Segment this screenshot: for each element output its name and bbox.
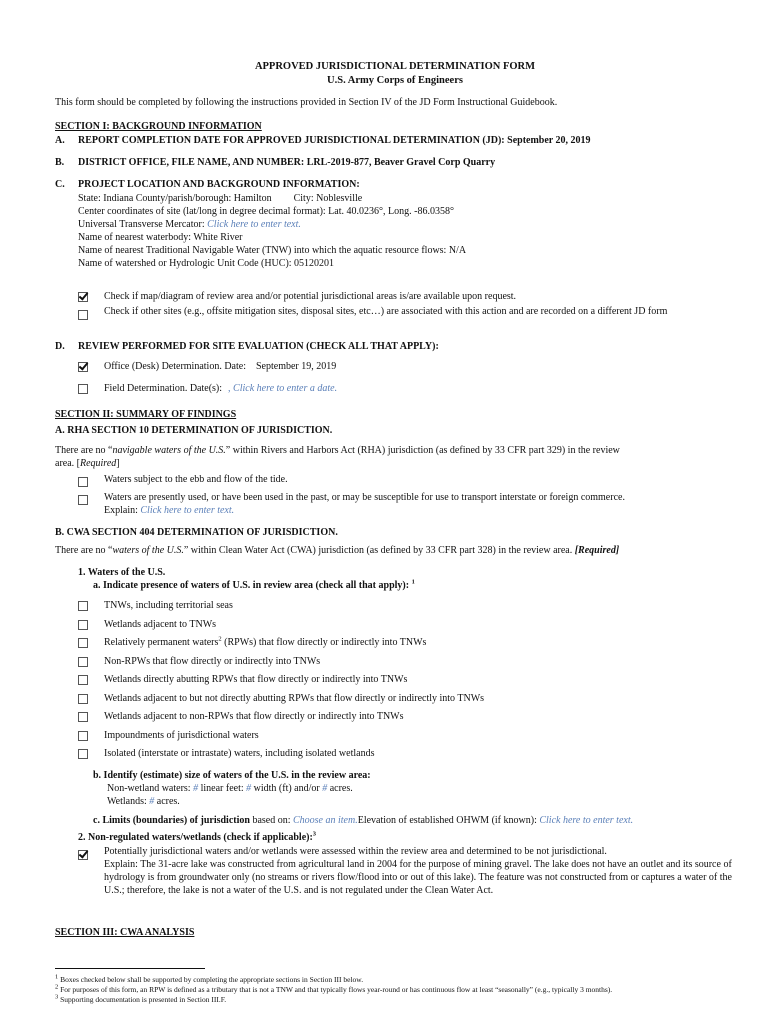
item-a: A. REPORT COMPLETION DATE FOR APPROVED JURISDICTIONAL DETERMINATION (JD): September 20, 2019 (55, 135, 591, 146)
section-1-heading: SECTION I: BACKGROUND INFORMATION (55, 121, 262, 132)
cwa-paragraph: There are no “waters of the U.S.” within Clean Water Act (CWA) jurisdiction (as defined by 33 CFR part 328) in the review area. [Required] (55, 545, 620, 556)
commerce-explain-field[interactable]: Click here to enter text. (140, 505, 235, 516)
section-2-heading: SECTION II: SUMMARY OF FINDINGS (55, 409, 237, 420)
footnote: $^1$ Boxes checked below shall be supported by completing the appropriate sections in Section III below. (55, 973, 364, 984)
waters-checkbox[interactable] (78, 731, 88, 741)
footnote: $^2$ For purposes of this form, an RPW is defined as a tributary that is not a TNW and that typically flows year-round or has continuous flow at least “seasonally” (e.g., typically 3 months). (55, 983, 613, 995)
report-date: REPORT COMPLETION DATE FOR APPROVED JURISDICTIONAL DETERMINATION (JD): September 20, 2019 (78, 135, 591, 146)
field-date-field[interactable]: , Click here to enter a date. (228, 383, 338, 394)
item-1b: b. Identify (estimate) size of waters of the U.S. in the review area: Non-wetland waters: # linear feet: # width (ft) and/or # acres. Wetlands: # acres. (55, 769, 735, 808)
footnote: $^3$ Supporting documentation is presented in Section III.F. (55, 993, 227, 1005)
waters-item: Non-RPWs that flow directly or indirectly into TNWs (78, 655, 735, 674)
waters-item: Impoundments of jurisdictional waters (78, 729, 735, 748)
waters-checkbox[interactable] (78, 601, 88, 611)
item-1-heading: 1. Waters of the U.S. (78, 567, 166, 578)
item-b: B. DISTRICT OFFICE, FILE NAME, AND NUMBER: LRL-2019-877, Beaver Gravel Corp Quarry (55, 157, 496, 168)
nearest-tnw: Name of nearest Traditional Navigable Water (TNW) into which the aquatic resource flows: N/A (78, 245, 467, 256)
linear-feet-field[interactable]: # (193, 783, 199, 794)
huc: Name of watershed or Hydrologic Unit Code (HUC): 05120201 (78, 258, 335, 269)
commerce-row: Waters are presently used, or have been used in the past, or may be susceptible for use to transport interstate or foreign commerce. Explain: Click here to enter text. (55, 491, 735, 517)
waters-checkbox[interactable] (78, 657, 88, 667)
non-regulated-explanation: Explain: The 31-acre lake was constructed from agricultural land in 2004 for the purpose of mining gravel. The lake does not have an outlet and its source of hydrology is from groundwater only (no streams or rivers flow/flood into or out of this lake). The feature was not constructed from or captures a water of the U.S.; therefore, the lake is not a water of the U.S. and is not regulated under the Clean Water Act. (104, 859, 732, 896)
waters-item: Isolated (interstate or intrastate) waters, including isolated wetlands (78, 747, 735, 766)
tide-checkbox[interactable] (78, 477, 88, 487)
form-title: APPROVED JURISDICTIONAL DETERMINATION FORM (254, 61, 536, 72)
cwa-heading: B. CWA SECTION 404 DETERMINATION OF JURISDICTION. (55, 527, 338, 538)
waters-checkbox[interactable] (78, 694, 88, 704)
state-line: State: Indiana County/parish/borough: Hamilton City: Noblesville (78, 193, 363, 204)
wetlands-line: Wetlands: # acres. (107, 796, 180, 807)
project-location (55, 192, 735, 270)
rha-heading: A. RHA SECTION 10 DETERMINATION OF JURISDICTION. (55, 425, 333, 436)
waters-item: Wetlands directly abutting RPWs that flow directly or indirectly into TNWs (78, 673, 735, 692)
office-date: September 19, 2019 (255, 361, 337, 372)
waters-item: Wetlands adjacent to non-RPWs that flow directly or indirectly into TNWs (78, 710, 735, 729)
non-regulated-checkbox[interactable] (78, 850, 88, 860)
form-subtitle: U.S. Army Corps of Engineers (327, 75, 463, 86)
office-determination-row: Office (Desk) Determination. Date: September 19, 2019 (55, 360, 735, 373)
footnotes (55, 975, 735, 1005)
item-1c: c. Limits (boundaries) of jurisdiction based on: Choose an item.Elevation of established OHWM (if known): Click here to enter text. (93, 815, 634, 826)
rha-paragraph: There are no “navigable waters of the U.S.” within Rivers and Harbors Act (RHA) jurisdiction (as defined by 33 CFR part 329) in the review area. [Required] (55, 445, 620, 469)
map-check-row: Check if map/diagram of review area and/or potential jurisdictional areas is/are available upon request. (55, 290, 735, 303)
item-2-heading: 2. Non-regulated waters/wetlands (check if applicable):$^3$ (78, 830, 317, 843)
width-field[interactable]: # (246, 783, 252, 794)
non-wetland-line: Non-wetland waters: # linear feet: # width (ft) and/or # acres. (107, 783, 353, 794)
utm-field[interactable]: Click here to enter text. (207, 219, 301, 230)
item-c: C. PROJECT LOCATION AND BACKGROUND INFORMATION: (55, 179, 360, 190)
commerce-checkbox[interactable] (78, 495, 88, 505)
map-checkbox[interactable] (78, 292, 88, 302)
waters-item: Relatively permanent waters$^2$ (RPWs) that flow directly or indirectly into TNWs (78, 636, 735, 655)
other-sites-row: Check if other sites (e.g., offsite mitigation sites, disposal sites, etc…) are associated with this action and are recorded on a different JD form (55, 305, 735, 320)
item-1a-heading: a. Indicate presence of waters of U.S. in review area (check all that apply): $^1$ (93, 578, 415, 591)
tide-row: Waters subject to the ebb and flow of the tide. (55, 473, 735, 487)
limits-dropdown[interactable]: Choose an item. (293, 815, 358, 826)
coordinates: Center coordinates of site (lat/long in degree decimal format): Lat. 40.0236°, Long. -86.0358° (78, 206, 454, 217)
waters-item: Wetlands adjacent to TNWs (78, 618, 735, 637)
acres-field[interactable]: # (322, 783, 328, 794)
ohwm-field[interactable]: Click here to enter text. (539, 815, 634, 826)
waters-list (55, 599, 735, 766)
nearest-waterbody: Name of nearest waterbody: White River (78, 232, 243, 243)
utm-line: Universal Transverse Mercator: Click here to enter text. (78, 219, 301, 230)
waters-checkbox[interactable] (78, 675, 88, 685)
section-3-heading: SECTION III: CWA ANALYSIS (55, 927, 195, 938)
waters-checkbox[interactable] (78, 712, 88, 722)
waters-checkbox[interactable] (78, 749, 88, 759)
other-sites-checkbox[interactable] (78, 310, 88, 320)
non-regulated-row: Potentially jurisdictional waters and/or wetlands were assessed within the review area and determined to be not jurisdictional. Explain: The 31-acre lake was constructed from agricultural land in 2004 for the purpose of mining gravel. The lake does not have an outlet and its source of hydrology is from groundwater only (no streams or rivers flow/flood into or out of this lake). The feature was not constructed from or captures a water of the U.S.; therefore, the lake is not a water of the U.S. and is not regulated under the Clean Water Act. (55, 845, 735, 897)
item-d: D. REVIEW PERFORMED FOR SITE EVALUATION (CHECK ALL THAT APPLY): (55, 341, 439, 352)
waters-checkbox[interactable] (78, 620, 88, 630)
field-determination-row: Field Determination. Date(s): , Click here to enter a date. (55, 382, 735, 395)
waters-item: TNWs, including territorial seas (78, 599, 735, 618)
footnote-divider (55, 968, 205, 969)
office-determination-checkbox[interactable] (78, 362, 88, 372)
wetland-acres-field[interactable]: # (149, 796, 155, 807)
waters-item: Wetlands adjacent to but not directly abutting RPWs that flow directly or indirectly into TNWs (78, 692, 735, 711)
intro-text: This form should be completed by following the instructions provided in Section IV of the JD Form Instructional Guidebook. (55, 97, 558, 108)
waters-checkbox[interactable] (78, 638, 88, 648)
field-determination-checkbox[interactable] (78, 384, 88, 394)
district-office: DISTRICT OFFICE, FILE NAME, AND NUMBER: LRL-2019-877, Beaver Gravel Corp Quarry (78, 157, 496, 168)
